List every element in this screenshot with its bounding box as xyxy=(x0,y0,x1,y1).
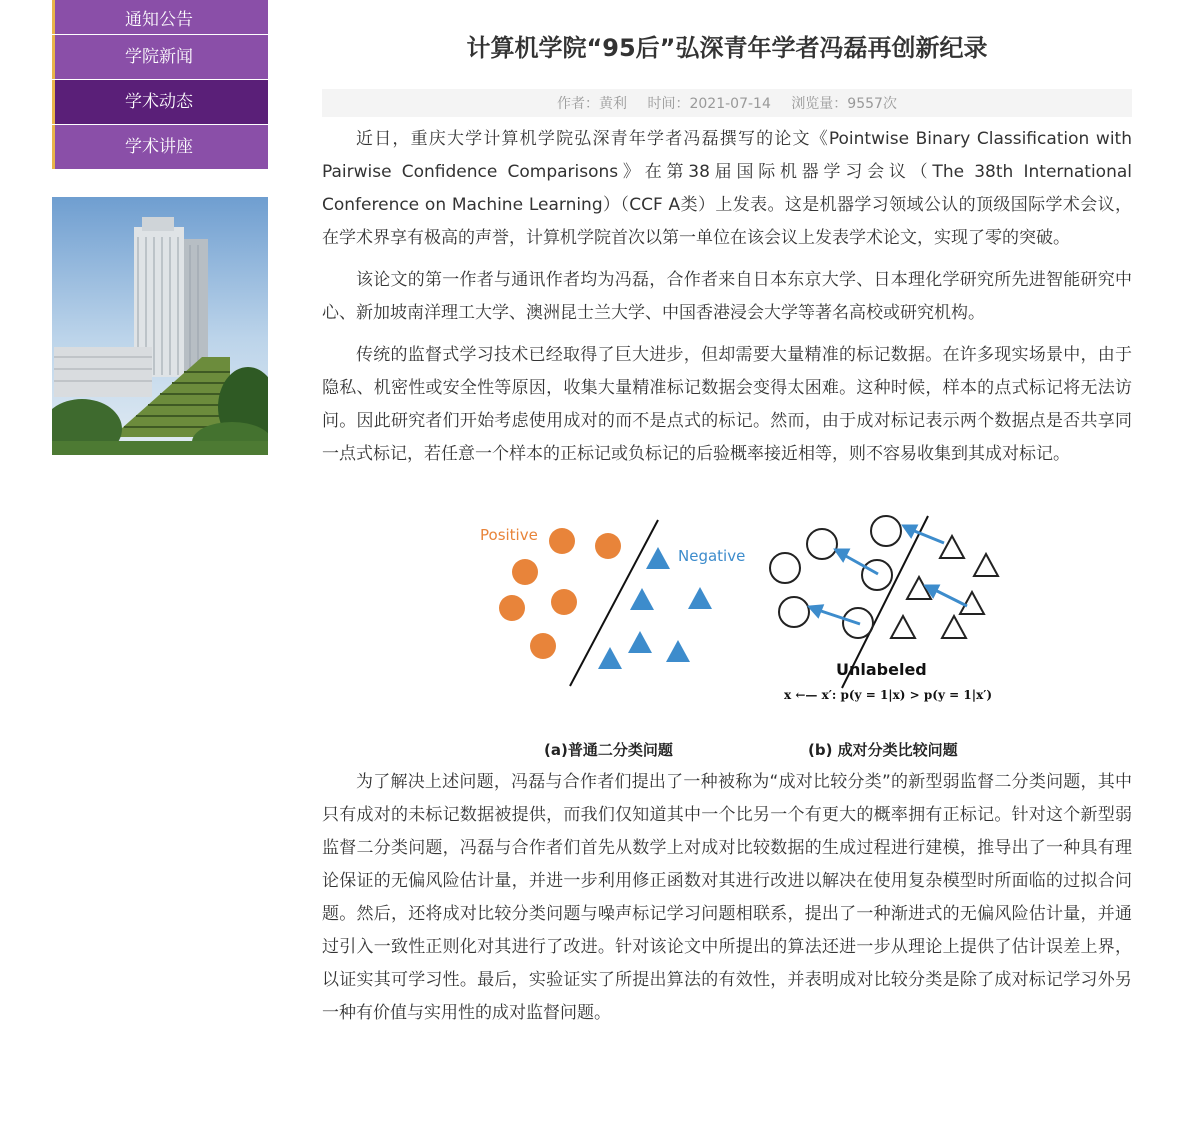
article-paragraph-2: 该论文的第一作者与通讯作者均为冯磊，合作者来自日本东京大学、日本理化学研究所先进智能研究中心、新加坡南洋理工大学、澳洲昆士兰大学、中国香港浸会大学等著名高校或研究机构。 xyxy=(322,270,1132,323)
unlabeled-triangles xyxy=(891,536,998,638)
figure-caption-b: (b) 成对分类比较问题 xyxy=(808,741,958,759)
classification-figure xyxy=(322,498,1132,759)
sidebar-item-notices[interactable]: 通知公告 xyxy=(52,0,268,34)
article-paragraph-1: 近日，重庆大学计算机学院弘深青年学者冯磊撰写的论文《Pointwise Binary Classification with Pairwise Confidence Comparisons》在第38届国际机器学习会议（The 38th International Conference on Machine Learning）（CCF A类）上发表。这是机器学习领域公认的顶级国际学术会议，在学术界享有极高的声誉，计算机学院首次以第一单位在该会议上发表学术论文，实现了零的突破。 xyxy=(322,129,1132,248)
article-title: 计算机学院“95后”弘深青年学者冯磊再创新纪录 xyxy=(466,34,988,62)
article-meta xyxy=(322,89,1132,117)
article-author: 作者：黄利 xyxy=(557,96,628,112)
building-photo xyxy=(52,197,268,455)
comparison-formula: x ←— x′: p(y = 1|x) > p(y = 1|x′) xyxy=(784,688,993,702)
unlabeled-label: Unlabeled xyxy=(836,660,927,679)
article-time: 时间：2021-07-14 xyxy=(647,96,771,112)
unlabeled-circles xyxy=(770,516,901,638)
sidebar-item-lectures[interactable]: 学术讲座 xyxy=(52,125,268,169)
comparison-arrows xyxy=(810,526,967,624)
positive-points xyxy=(499,528,621,659)
article-paragraph-4: 为了解决上述问题，冯磊与合作者们提出了一种被称为“成对比较分类”的新型弱监督二分类问题，其中只有成对的未标记数据被提供，而我们仅知道其中一个比另一个有更大的概率拥有正标记。针对这个新型弱监督二分类问题，冯磊与合作者们首先从数学上对成对比较数据的生成过程进行建模，推导出了一种具有理论保证的无偏风险估计量，并进一步利用修正函数对其进行改进以解决在使用复杂模型时所面临的过拟合问题。然后，还将成对比较分类问题与噪声标记学习问题相联系，提出了一种渐进式的无偏风险估计量，并通过引入一致性正则化对其进行了改进。针对该论文中所提出的算法还进一步从理论上提供了估计误差上界，以证实其可学习性。最后，实验证实了所提出算法的有效性，并表明成对比较分类是除了成对标记学习外另一种有价值与实用性的成对监督问题。 xyxy=(322,772,1132,1023)
sidebar-item-academic[interactable]: 学术动态 xyxy=(52,80,268,124)
article-views: 浏览量：9557次 xyxy=(791,96,897,112)
article-paragraph-3: 传统的监督式学习技术已经取得了巨大进步，但却需要大量精准的标记数据。在许多现实场景中，由于隐私、机密性或安全性等原因，收集大量精准标记数据会变得太困难。这种时候，样本的点式标记将无法访问。因此研究者们开始考虑使用成对的而不是点式的标记。然而，由于成对标记表示两个数据点是否共享同一点式标记，若任意一个样本的正标记或负标记的后验概率接近相等，则不容易收集到其成对标记。 xyxy=(322,345,1132,464)
negative-points xyxy=(598,547,712,669)
figure-caption-a: (a)普通二分类问题 xyxy=(544,741,673,759)
sidebar-nav xyxy=(52,0,268,455)
negative-label: Negative xyxy=(678,547,746,565)
positive-label: Positive xyxy=(480,526,538,544)
article-main xyxy=(322,0,1132,1030)
sidebar-item-news[interactable]: 学院新闻 xyxy=(52,35,268,79)
